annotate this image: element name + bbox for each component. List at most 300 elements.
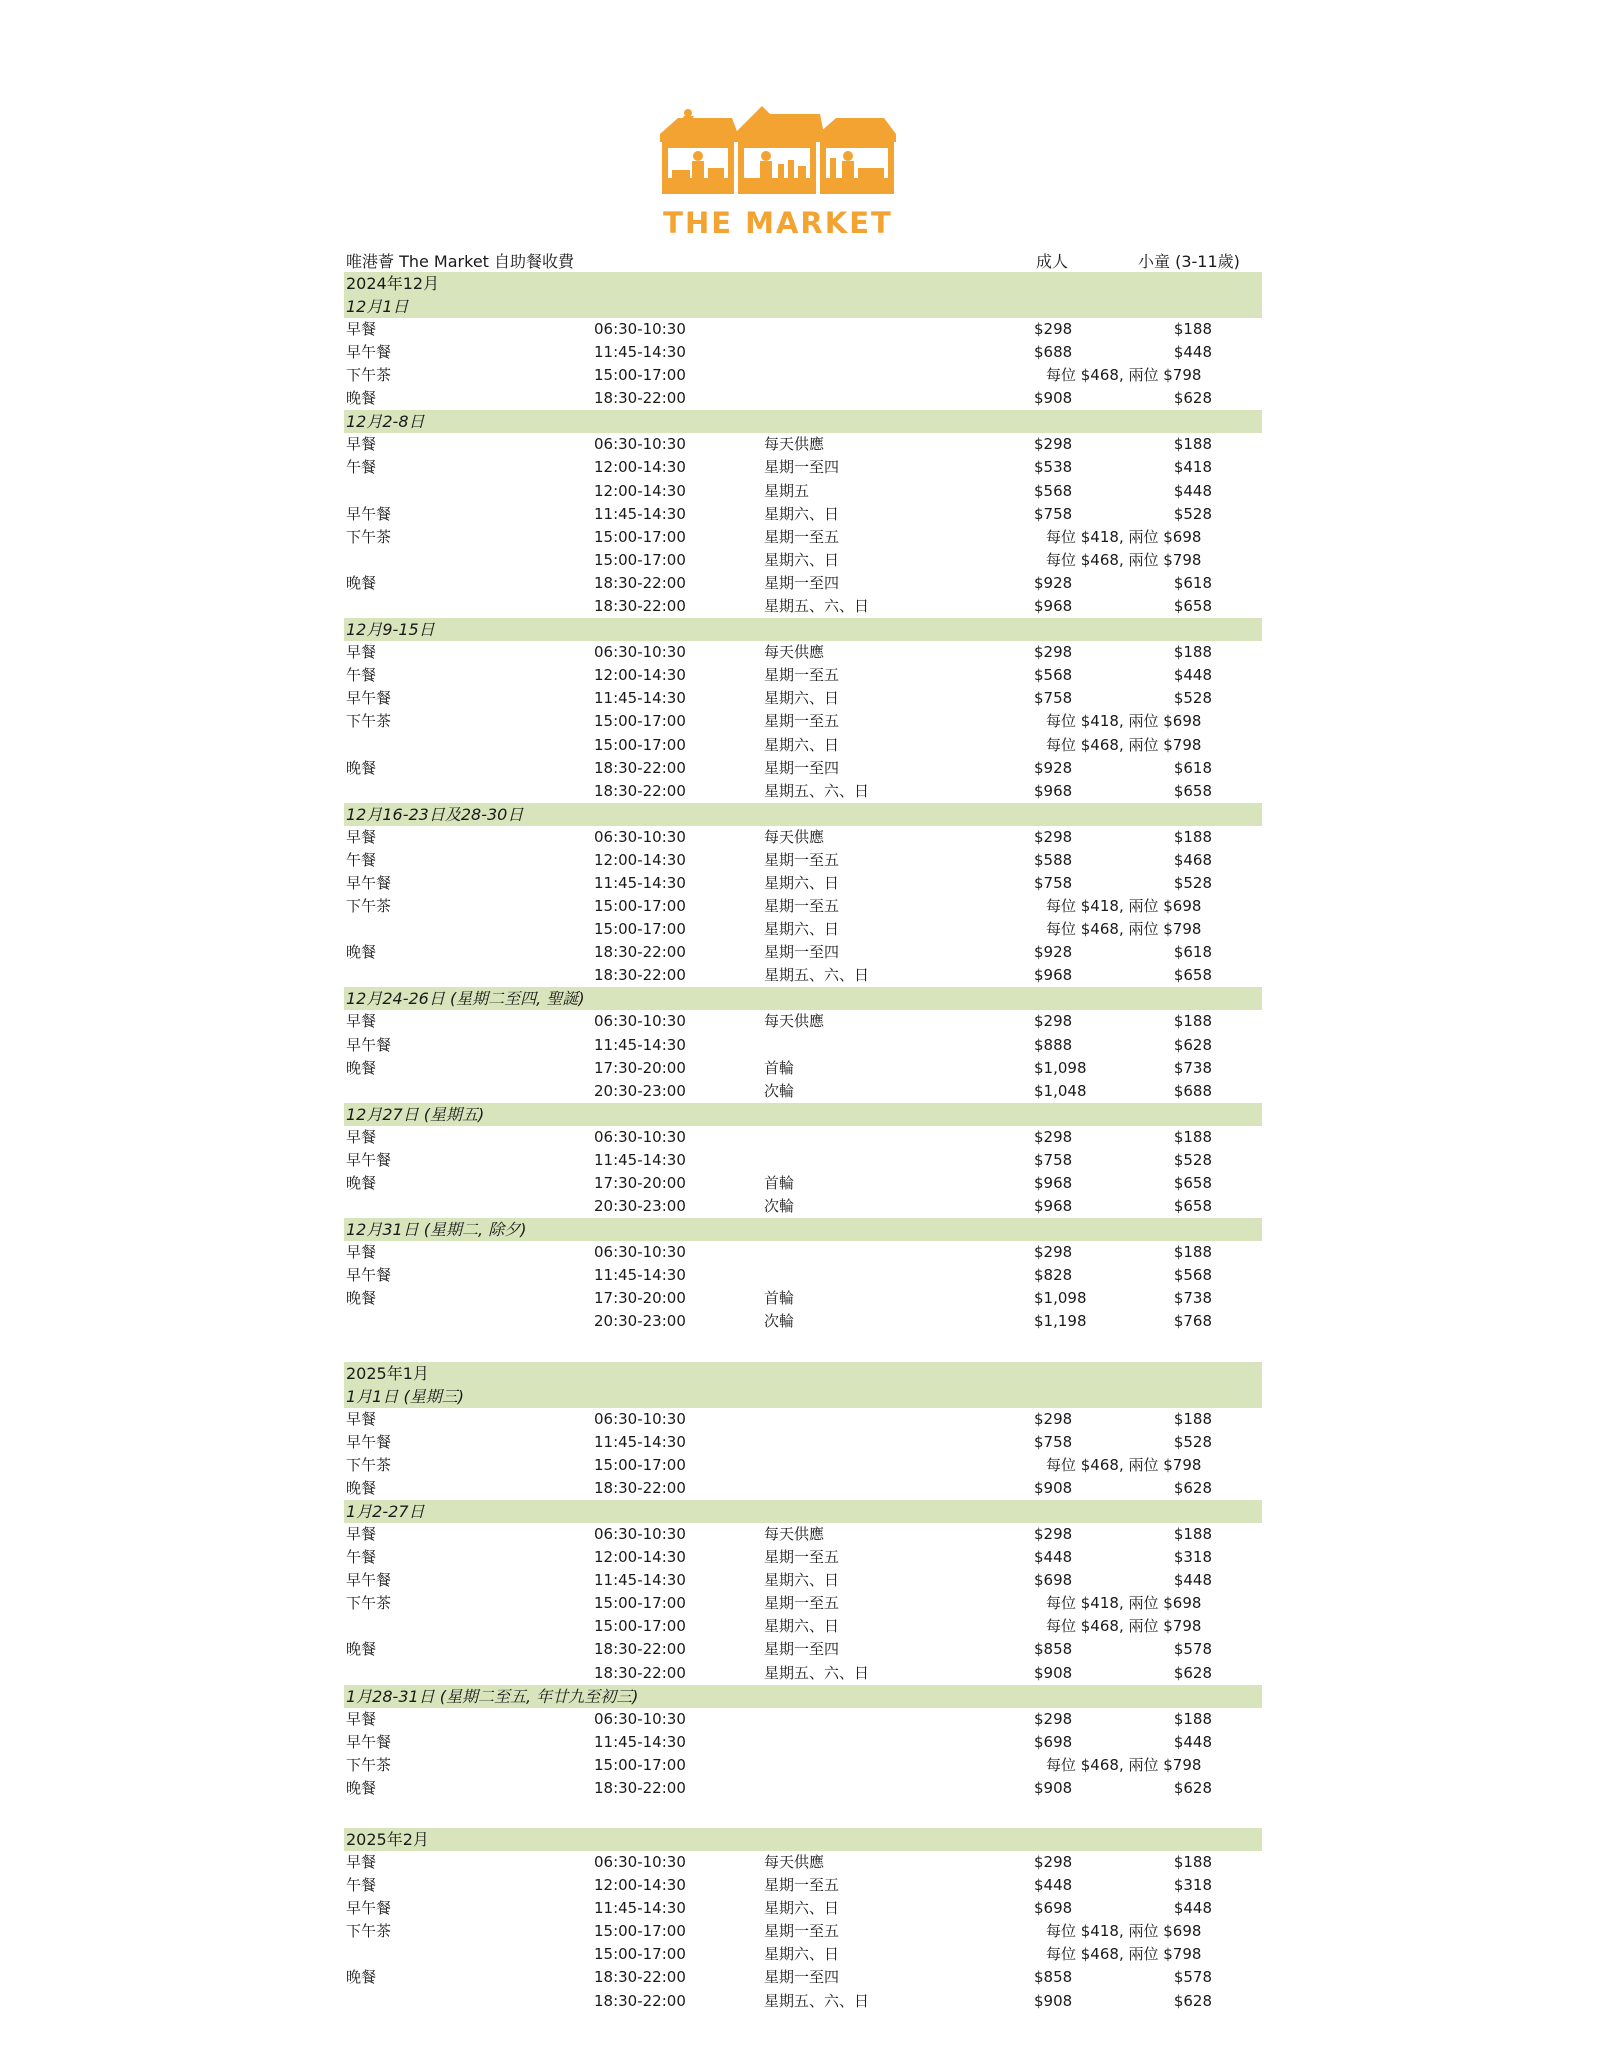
table-row (344, 1569, 1262, 1592)
table-row (344, 387, 1262, 410)
table-row (344, 757, 1262, 780)
table-row (344, 1638, 1262, 1661)
combo-price-cell: 每位 $418, 兩位 $698 (1046, 527, 1202, 546)
child-price-cell: $738 (1173, 1289, 1212, 1308)
table-row (344, 641, 1262, 664)
time-cell: 12:00-14:30 (594, 850, 686, 869)
the-market-logo (658, 104, 898, 244)
child-price-cell: $618 (1173, 573, 1212, 592)
table-row (344, 849, 1262, 872)
child-price-cell: $628 (1173, 389, 1212, 408)
meal-cell: 早餐 (346, 1243, 377, 1262)
adult-price-cell: $298 (1034, 643, 1073, 662)
time-cell: 12:00-14:30 (594, 666, 686, 685)
month-heading: 2025年1月 (344, 1362, 1262, 1385)
time-cell: 06:30-10:30 (594, 1409, 686, 1428)
adult-price-cell: $858 (1034, 1640, 1073, 1659)
combo-price-cell: 每位 $468, 兩位 $798 (1046, 920, 1202, 939)
table-row (344, 1523, 1262, 1546)
day-cell: 星期一至五 (764, 850, 840, 869)
date-range-heading: 1月2-27日 (344, 1500, 1262, 1523)
date-range-heading: 12月2-8日 (344, 410, 1262, 433)
meal-cell: 早午餐 (346, 873, 392, 892)
table-row (344, 456, 1262, 479)
adult-price-cell: $688 (1034, 343, 1073, 362)
table-row (344, 664, 1262, 687)
meal-cell: 早餐 (346, 827, 377, 846)
child-price-cell: $628 (1173, 1478, 1212, 1497)
meal-cell: 晚餐 (346, 943, 377, 962)
table-row (344, 1897, 1262, 1920)
time-cell: 18:30-22:00 (594, 1478, 686, 1497)
child-price-cell: $528 (1173, 689, 1212, 708)
time-cell: 12:00-14:30 (594, 481, 686, 500)
table-row (344, 918, 1262, 941)
meal-cell: 下午茶 (346, 897, 392, 916)
table-row (344, 872, 1262, 895)
date-range-heading: 1月28-31日 (星期二至五, 年廿九至初三) (344, 1685, 1262, 1708)
meal-cell: 下午茶 (346, 1455, 392, 1474)
time-cell: 11:45-14:30 (594, 1150, 686, 1169)
meal-cell: 早午餐 (346, 1899, 392, 1918)
child-price-cell: $528 (1173, 1432, 1212, 1451)
adult-price-cell: $568 (1034, 666, 1073, 685)
combo-price-cell: 每位 $468, 兩位 $798 (1046, 1617, 1202, 1636)
logo-text: THE MARKET (663, 206, 893, 240)
adult-price-cell: $908 (1034, 1778, 1073, 1797)
time-cell: 11:45-14:30 (594, 1432, 686, 1451)
day-cell: 星期五、六、日 (764, 966, 870, 985)
day-cell: 星期六、日 (764, 550, 840, 569)
combo-price-cell: 每位 $468, 兩位 $798 (1046, 550, 1202, 569)
time-cell: 18:30-22:00 (594, 1991, 686, 2010)
meal-cell: 早午餐 (346, 1432, 392, 1451)
combo-price-cell: 每位 $418, 兩位 $698 (1046, 897, 1202, 916)
combo-price-cell: 每位 $468, 兩位 $798 (1046, 735, 1202, 754)
table-row (344, 480, 1262, 503)
meal-cell: 早餐 (346, 320, 377, 338)
table-row (344, 1287, 1262, 1310)
time-cell: 18:30-22:00 (594, 758, 686, 777)
adult-price-cell: $758 (1034, 1432, 1073, 1451)
time-cell: 18:30-22:00 (594, 573, 686, 592)
table-row (344, 595, 1262, 618)
meal-cell: 早餐 (346, 1852, 377, 1871)
table-row (344, 1034, 1262, 1057)
meal-cell: 午餐 (346, 850, 377, 869)
meal-cell: 晚餐 (346, 1478, 377, 1497)
child-price-cell: $528 (1173, 1150, 1212, 1169)
adult-price-cell: $298 (1034, 1709, 1073, 1728)
time-cell: 15:00-17:00 (594, 1455, 686, 1474)
day-cell: 次輪 (764, 1081, 795, 1100)
adult-price-cell: $1,098 (1034, 1058, 1087, 1077)
day-cell: 星期五 (764, 481, 810, 500)
adult-column-header: 成人 (1036, 252, 1069, 271)
time-cell: 18:30-22:00 (594, 1968, 686, 1987)
meal-cell: 晚餐 (346, 573, 377, 592)
time-cell: 17:30-20:00 (594, 1058, 686, 1077)
combo-price-cell: 每位 $418, 兩位 $698 (1046, 712, 1202, 731)
time-cell: 18:30-22:00 (594, 1663, 686, 1682)
child-price-cell: $418 (1173, 458, 1212, 477)
meal-cell: 下午茶 (346, 1594, 392, 1613)
child-price-cell: $448 (1173, 1732, 1212, 1751)
meal-cell: 早午餐 (346, 1732, 392, 1751)
day-cell: 每天供應 (764, 643, 825, 662)
meal-cell: 早餐 (346, 1409, 377, 1428)
day-cell: 每天供應 (764, 1012, 825, 1031)
time-cell: 18:30-22:00 (594, 389, 686, 408)
child-price-cell: $448 (1173, 1899, 1212, 1918)
child-price-cell: $468 (1173, 850, 1212, 869)
table-row (344, 549, 1262, 572)
day-cell: 星期五、六、日 (764, 1991, 870, 2010)
time-cell: 15:00-17:00 (594, 1617, 686, 1636)
day-cell: 星期一至四 (764, 943, 840, 962)
day-cell: 星期六、日 (764, 735, 840, 754)
child-price-cell: $628 (1173, 1035, 1212, 1054)
time-cell: 18:30-22:00 (594, 597, 686, 616)
adult-price-cell: $298 (1034, 1852, 1073, 1871)
table-row (344, 1708, 1262, 1731)
day-cell: 次輪 (764, 1312, 795, 1331)
meal-cell: 午餐 (346, 1876, 377, 1895)
table-row (344, 1408, 1262, 1431)
meal-cell: 晚餐 (346, 1968, 377, 1987)
child-price-cell: $628 (1173, 1663, 1212, 1682)
time-cell: 06:30-10:30 (594, 1243, 686, 1262)
table-header (346, 249, 1258, 271)
table-row (344, 1264, 1262, 1287)
time-cell: 11:45-14:30 (594, 504, 686, 523)
adult-price-cell: $858 (1034, 1968, 1073, 1987)
time-cell: 06:30-10:30 (594, 1709, 686, 1728)
time-cell: 15:00-17:00 (594, 1945, 686, 1964)
date-range-heading: 12月9-15日 (344, 618, 1262, 641)
child-price-cell: $188 (1173, 827, 1212, 846)
meal-cell: 午餐 (346, 1548, 377, 1567)
meal-cell: 早午餐 (346, 689, 392, 708)
time-cell: 06:30-10:30 (594, 1852, 686, 1871)
child-price-cell: $658 (1173, 966, 1212, 985)
adult-price-cell: $758 (1034, 504, 1073, 523)
combo-price-cell: 每位 $418, 兩位 $698 (1046, 1922, 1202, 1941)
child-price-cell: $528 (1173, 504, 1212, 523)
time-cell: 12:00-14:30 (594, 1876, 686, 1895)
meal-cell: 下午茶 (346, 712, 392, 731)
adult-price-cell: $538 (1034, 458, 1073, 477)
child-price-cell: $188 (1173, 320, 1212, 338)
child-column-header: 小童 (3-11歲) (1138, 252, 1240, 271)
time-cell: 15:00-17:00 (594, 550, 686, 569)
table-row (344, 364, 1262, 387)
meal-cell: 午餐 (346, 458, 377, 477)
day-cell: 星期五、六、日 (764, 781, 870, 800)
child-price-cell: $658 (1173, 1197, 1212, 1216)
meal-cell: 下午茶 (346, 1755, 392, 1774)
date-range-heading: 12月27日 (星期五) (344, 1103, 1262, 1126)
month-heading: 2024年12月 (344, 272, 1262, 295)
time-cell: 18:30-22:00 (594, 966, 686, 985)
table-row (344, 1431, 1262, 1454)
day-cell: 星期一至五 (764, 1594, 840, 1613)
time-cell: 18:30-22:00 (594, 781, 686, 800)
child-price-cell: $188 (1173, 643, 1212, 662)
table-row (344, 1149, 1262, 1172)
table-row (344, 1310, 1262, 1333)
time-cell: 18:30-22:00 (594, 1640, 686, 1659)
child-price-cell: $448 (1173, 1571, 1212, 1590)
table-row (344, 895, 1262, 918)
date-range-heading: 12月16-23日及28-30日 (344, 803, 1262, 826)
date-range-heading: 12月31日 (星期二, 除夕) (344, 1218, 1262, 1241)
table-row (344, 964, 1262, 987)
price-table (344, 272, 1262, 2013)
child-price-cell: $568 (1173, 1266, 1212, 1285)
child-price-cell: $448 (1173, 666, 1212, 685)
adult-price-cell: $968 (1034, 597, 1073, 616)
table-row (344, 1777, 1262, 1800)
child-price-cell: $448 (1173, 343, 1212, 362)
meal-cell: 早午餐 (346, 1571, 392, 1590)
meal-cell: 早午餐 (346, 1035, 392, 1054)
meal-cell: 早午餐 (346, 1150, 392, 1169)
meal-cell: 早午餐 (346, 343, 392, 362)
meal-cell: 早餐 (346, 643, 377, 662)
day-cell: 星期一至五 (764, 1876, 840, 1895)
day-cell: 星期一至五 (764, 527, 840, 546)
meal-cell: 晚餐 (346, 1640, 377, 1659)
time-cell: 06:30-10:30 (594, 1524, 686, 1543)
table-row (344, 687, 1262, 710)
child-price-cell: $188 (1173, 1409, 1212, 1428)
table-row (344, 318, 1262, 341)
child-price-cell: $318 (1173, 1548, 1212, 1567)
meal-cell: 晚餐 (346, 758, 377, 777)
child-price-cell: $188 (1173, 1852, 1212, 1871)
time-cell: 17:30-20:00 (594, 1289, 686, 1308)
meal-cell: 早餐 (346, 1127, 377, 1146)
time-cell: 06:30-10:30 (594, 435, 686, 454)
day-cell: 每天供應 (764, 827, 825, 846)
time-cell: 11:45-14:30 (594, 1266, 686, 1285)
day-cell: 星期六、日 (764, 504, 840, 523)
child-price-cell: $768 (1173, 1312, 1212, 1331)
day-cell: 次輪 (764, 1197, 795, 1216)
adult-price-cell: $928 (1034, 758, 1073, 777)
table-row (344, 1126, 1262, 1149)
adult-price-cell: $298 (1034, 1243, 1073, 1262)
child-price-cell: $628 (1173, 1778, 1212, 1797)
adult-price-cell: $968 (1034, 1174, 1073, 1192)
time-cell: 15:00-17:00 (594, 712, 686, 731)
adult-price-cell: $1,198 (1034, 1312, 1087, 1331)
time-cell: 11:45-14:30 (594, 343, 686, 362)
table-row (344, 941, 1262, 964)
table-row (344, 1172, 1262, 1195)
meal-cell: 早餐 (346, 435, 377, 454)
day-cell: 每天供應 (764, 435, 825, 454)
time-cell: 17:30-20:00 (594, 1174, 686, 1192)
child-price-cell: $618 (1173, 943, 1212, 962)
time-cell: 15:00-17:00 (594, 735, 686, 754)
adult-price-cell: $928 (1034, 943, 1073, 962)
day-cell: 星期一至四 (764, 1640, 840, 1659)
child-price-cell: $658 (1173, 1174, 1212, 1192)
time-cell: 15:00-17:00 (594, 1922, 686, 1941)
day-cell: 首輪 (764, 1058, 795, 1077)
meal-cell: 下午茶 (346, 1922, 392, 1941)
time-cell: 18:30-22:00 (594, 1778, 686, 1797)
table-row (344, 826, 1262, 849)
adult-price-cell: $298 (1034, 1012, 1073, 1031)
time-cell: 18:30-22:00 (594, 943, 686, 962)
combo-price-cell: 每位 $468, 兩位 $798 (1046, 366, 1202, 385)
page-title: 唯港薈 The Market 自助餐收費 (346, 252, 575, 271)
table-row (344, 1241, 1262, 1264)
table-row (344, 1990, 1262, 2013)
table-row (344, 1615, 1262, 1638)
table-row (344, 526, 1262, 549)
time-cell: 11:45-14:30 (594, 1732, 686, 1751)
child-price-cell: $188 (1173, 435, 1212, 454)
table-row (344, 1966, 1262, 1989)
adult-price-cell: $698 (1034, 1732, 1073, 1751)
adult-price-cell: $298 (1034, 435, 1073, 454)
day-cell: 每天供應 (764, 1524, 825, 1543)
adult-price-cell: $698 (1034, 1899, 1073, 1918)
table-row (344, 1851, 1262, 1874)
time-cell: 15:00-17:00 (594, 920, 686, 939)
child-price-cell: $188 (1173, 1243, 1212, 1262)
day-cell: 星期一至五 (764, 1548, 840, 1567)
child-price-cell: $318 (1173, 1876, 1212, 1895)
adult-price-cell: $1,098 (1034, 1289, 1087, 1308)
meal-cell: 晚餐 (346, 1174, 377, 1192)
table-row (344, 572, 1262, 595)
time-cell: 15:00-17:00 (594, 527, 686, 546)
child-price-cell: $188 (1173, 1012, 1212, 1031)
time-cell: 11:45-14:30 (594, 1899, 686, 1918)
meal-cell: 早午餐 (346, 1266, 392, 1285)
adult-price-cell: $908 (1034, 1478, 1073, 1497)
adult-price-cell: $1,048 (1034, 1081, 1087, 1100)
day-cell: 星期六、日 (764, 873, 840, 892)
adult-price-cell: $908 (1034, 389, 1073, 408)
table-row (344, 1754, 1262, 1777)
meal-cell: 晚餐 (346, 389, 377, 408)
time-cell: 12:00-14:30 (594, 1548, 686, 1567)
child-price-cell: $188 (1173, 1127, 1212, 1146)
child-price-cell: $578 (1173, 1968, 1212, 1987)
table-row (344, 1080, 1262, 1103)
adult-price-cell: $448 (1034, 1876, 1073, 1895)
time-cell: 20:30-23:00 (594, 1081, 686, 1100)
adult-price-cell: $298 (1034, 827, 1073, 846)
adult-price-cell: $298 (1034, 1524, 1073, 1543)
combo-price-cell: 每位 $468, 兩位 $798 (1046, 1945, 1202, 1964)
time-cell: 15:00-17:00 (594, 366, 686, 385)
day-cell: 星期五、六、日 (764, 1663, 870, 1682)
section-gap (344, 1334, 1262, 1362)
day-cell: 星期六、日 (764, 689, 840, 708)
day-cell: 星期六、日 (764, 920, 840, 939)
table-row (344, 1731, 1262, 1754)
table-row (344, 1592, 1262, 1615)
time-cell: 06:30-10:30 (594, 1012, 686, 1031)
child-price-cell: $628 (1173, 1991, 1212, 2010)
day-cell: 星期六、日 (764, 1945, 840, 1964)
meal-cell: 下午茶 (346, 527, 392, 546)
table-row (344, 734, 1262, 757)
adult-price-cell: $758 (1034, 873, 1073, 892)
child-price-cell: $738 (1173, 1058, 1212, 1077)
combo-price-cell: 每位 $468, 兩位 $798 (1046, 1755, 1202, 1774)
meal-cell: 午餐 (346, 666, 377, 685)
adult-price-cell: $298 (1034, 1127, 1073, 1146)
child-price-cell: $658 (1173, 781, 1212, 800)
time-cell: 11:45-14:30 (594, 689, 686, 708)
day-cell: 星期一至四 (764, 1968, 840, 1987)
child-price-cell: $188 (1173, 1524, 1212, 1543)
adult-price-cell: $968 (1034, 1197, 1073, 1216)
market-stalls-icon (658, 104, 898, 204)
table-row (344, 1057, 1262, 1080)
month-heading: 2025年2月 (344, 1828, 1262, 1851)
meal-cell: 早午餐 (346, 504, 392, 523)
date-range-heading: 12月1日 (344, 295, 1262, 318)
time-cell: 20:30-23:00 (594, 1312, 686, 1331)
table-row (344, 1195, 1262, 1218)
meal-cell: 早餐 (346, 1709, 377, 1728)
time-cell: 11:45-14:30 (594, 1035, 686, 1054)
adult-price-cell: $928 (1034, 573, 1073, 592)
child-price-cell: $578 (1173, 1640, 1212, 1659)
meal-cell: 早餐 (346, 1012, 377, 1031)
adult-price-cell: $588 (1034, 850, 1073, 869)
adult-price-cell: $298 (1034, 1409, 1073, 1428)
table-row (344, 1874, 1262, 1897)
time-cell: 11:45-14:30 (594, 873, 686, 892)
adult-price-cell: $758 (1034, 1150, 1073, 1169)
day-cell: 首輪 (764, 1289, 795, 1308)
day-cell: 星期六、日 (764, 1899, 840, 1918)
child-price-cell: $188 (1173, 1709, 1212, 1728)
table-row (344, 433, 1262, 456)
adult-price-cell: $908 (1034, 1991, 1073, 2010)
day-cell: 星期一至五 (764, 897, 840, 916)
day-cell: 星期五、六、日 (764, 597, 870, 616)
combo-price-cell: 每位 $418, 兩位 $698 (1046, 1594, 1202, 1613)
meal-cell: 晚餐 (346, 1289, 377, 1308)
table-row (344, 1010, 1262, 1033)
child-price-cell: $688 (1173, 1081, 1212, 1100)
time-cell: 06:30-10:30 (594, 320, 686, 338)
child-price-cell: $528 (1173, 873, 1212, 892)
day-cell: 星期一至四 (764, 458, 840, 477)
meal-cell: 晚餐 (346, 1778, 377, 1797)
day-cell: 星期一至五 (764, 712, 840, 731)
time-cell: 15:00-17:00 (594, 1594, 686, 1613)
table-row (344, 1546, 1262, 1569)
day-cell: 星期一至四 (764, 573, 840, 592)
table-row (344, 1662, 1262, 1685)
day-cell: 星期一至五 (764, 1922, 840, 1941)
time-cell: 06:30-10:30 (594, 1127, 686, 1146)
day-cell: 首輪 (764, 1174, 795, 1192)
time-cell: 12:00-14:30 (594, 458, 686, 477)
